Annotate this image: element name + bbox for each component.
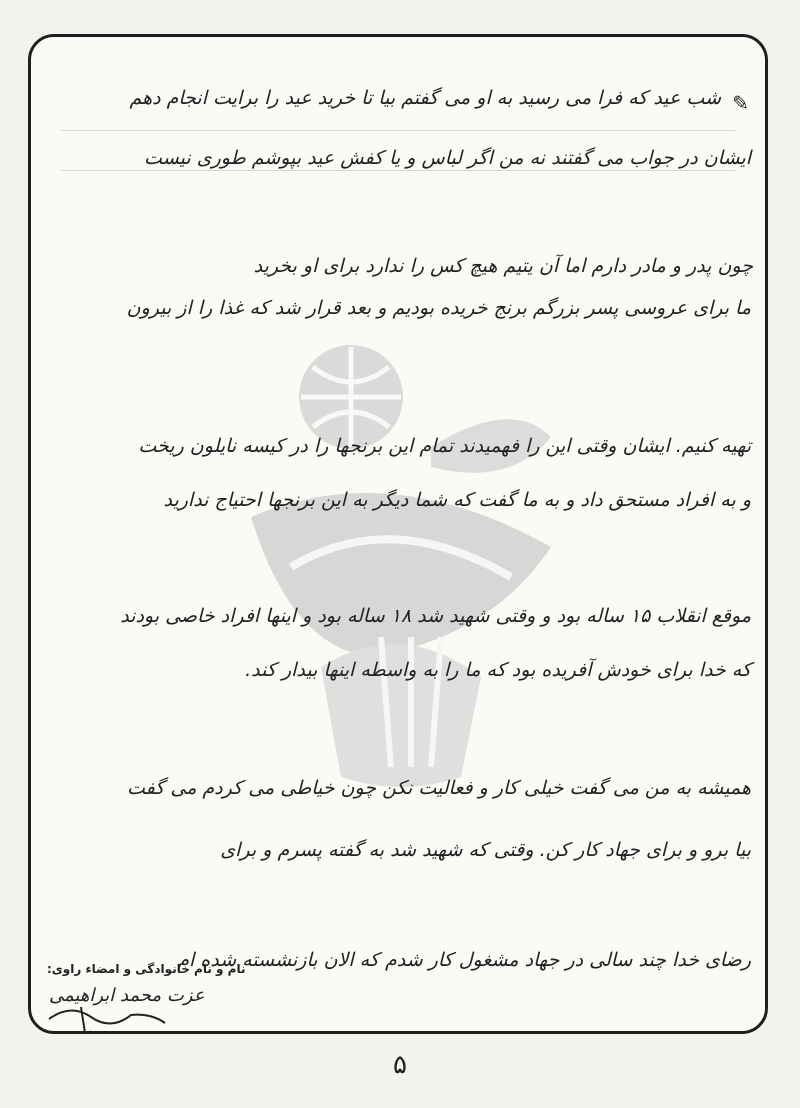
text-line: که خدا برای خودش آفریده بود که ما را به واسطه اینها بیدار کند.: [245, 659, 751, 681]
text-line: ایشان در جواب می گفتند نه من اگر لباس و یا کفش عید بپوشم طوری نیست: [144, 147, 751, 169]
text-line: بیا برو و برای جهاد کار کن. وقتی که شهید شد به گفته پسرم و برای: [220, 839, 751, 861]
text-line: ما برای عروسی پسر بزرگم برنج خریده بودیم و بعد قرار شد که غذا را از بیرون: [126, 297, 751, 319]
rule-line: [61, 170, 735, 171]
rule-line: [61, 130, 735, 131]
emblem-watermark: [231, 337, 561, 797]
page-frame: [28, 34, 768, 1034]
text-line: شب عید که فرا می رسید به او می گفتم بیا تا خرید عید را برایت انجام دهم: [129, 87, 721, 109]
signature-mark: [41, 997, 171, 1034]
text-line: چون پدر و مادر دارم اما آن یتیم هیچ کس را ندارد برای او بخرید: [253, 255, 753, 277]
text-line: تهیه کنیم. ایشان وقتی این را فهمیدند تمام این برنجها را در کیسه نایلون ریخت: [138, 435, 751, 457]
text-line: و به افراد مستحق داد و به ما گفت که شما دیگر به این برنجها احتیاج ندارید: [163, 489, 751, 511]
text-line: موقع انقلاب ۱۵ ساله بود و وقتی شهید شد ۱۸ ساله بود و اینها افراد خاصی بودند: [120, 605, 751, 627]
signature-name: عزت محمد ابراهیمی: [49, 985, 205, 1006]
text-line: همیشه به من می گفت خیلی کار و فعالیت نکن چون خیاطی می کردم می گفت: [127, 777, 751, 799]
signature-label: نام و نام خانوادگی و امضاء راوی:: [47, 962, 246, 976]
pencil-icon: ✎: [732, 91, 749, 115]
text-line: رضای خدا چند سالی در جهاد مشغول کار شدم که الان بازنشسته شده ام: [177, 949, 751, 971]
page-number: ۵: [393, 1050, 407, 1080]
